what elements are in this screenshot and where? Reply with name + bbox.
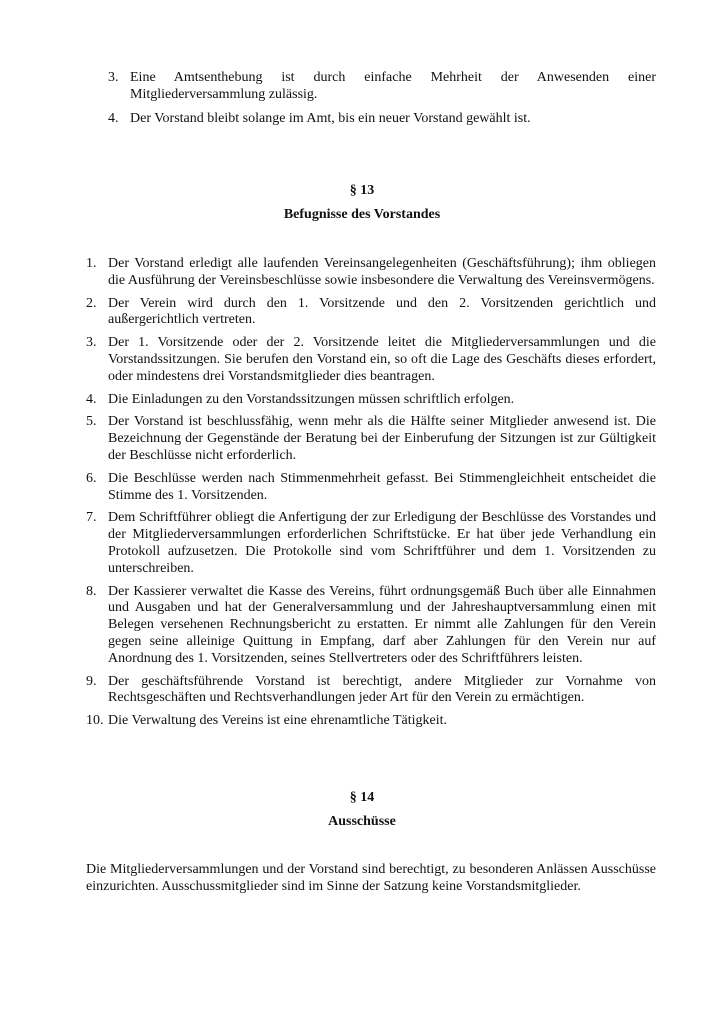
list-item-number: 7. [86,510,97,526]
list-item-text: Der 1. Vorsitzende oder der 2. Vorsitzende leitet die Mitgliederversammlungen und die Vorstandssitzungen. Sie berufen den Vorstand ein, so oft die Lage des Geschäfts dieses erfordert, oder mindestens drei Vorstandsmitglieder dies beantragen. [108,335,656,384]
list-item-text: Der Vorstand erledigt alle laufenden Vereinsangelegenheiten (Geschäftsführung); ihm obliegen die Ausführung der Vereinsbeschlüsse sowie insbesondere die Verwaltung des Vereinsvermögens. [108,256,656,288]
list-item [86,713,656,730]
section-14-title: Ausschüsse [328,814,396,829]
list-item [86,510,656,577]
section-14-number: § 14 [349,790,375,805]
list-item [86,296,656,330]
list-item-number: 10. [86,713,104,729]
list-item-text: Der geschäftsführende Vorstand ist berechtigt, andere Mitglieder zur Vornahme von Rechtsgeschäften und Rechtsverhandlungen jeder Art für den Verein zu ermächtigen. [108,673,656,706]
list-item-number: 9. [86,673,97,689]
list-item [86,256,656,290]
list-item-number: 4. [86,391,97,407]
list-item-number: 4. [108,110,119,126]
list-item-text: Die Einladungen zu den Vorstandssitzungen müssen schriftlich erfolgen. [108,391,515,407]
list-item-number: 1. [86,256,97,271]
list-item [86,471,656,505]
list-item-text: Die Verwaltung des Vereins ist eine ehrenamtliche Tätigkeit. [108,713,448,729]
list-item [86,392,656,409]
list-item-text: Der Verein wird durch den 1. Vorsitzende und den 2. Vorsitzenden gerichtlich und außergerichtlich vertreten. [108,295,656,328]
list-item-number: 6. [86,470,97,486]
list-item-text: Eine Amtsenthebung ist durch einfache Mehrheit der Anwesenden einer Mitgliederversammlung zulässig. [130,70,656,102]
list-item-number: 8. [86,583,97,599]
list-item-number: 3. [108,70,119,85]
list-item-text: Der Vorstand bleibt solange im Amt, bis ein neuer Vorstand gewählt ist. [130,110,531,126]
continued-list [108,70,656,134]
section-13-number: § 13 [349,183,375,198]
list-item [108,70,656,104]
list-item [86,414,656,464]
list-item-text: Dem Schriftführer obliegt die Anfertigung der zur Erledigung der Beschlüsse des Vorstandes und der Mitgliederversammlungen erforderlichen Schriftstücke. Er hat über jede Verhandlung ein Protokoll aufzusetzen. Die Protokolle sind vom Schriftführer und dem 1. Vorsitzenden zu unterschreiben. [108,510,656,576]
list-item [86,584,656,668]
list-item [108,111,656,128]
list-item-number: 2. [86,295,97,311]
list-item [86,674,656,708]
section-13-list [86,256,656,736]
section-13-title: Befugnisse des Vorstandes [283,207,441,222]
list-item [86,335,656,385]
list-item-number: 5. [86,414,97,430]
list-item-text: Der Kassierer verwaltet die Kasse des Vereins, führt ordnungsgemäß Buch über alle Einnahmen und Ausgaben und hat der Generalversammlung und der Jahreshauptversammlung einen mit Belegen versehenen Rechnungsbericht zu erstatten. Er nimmt alle Zahlungen für den Verein gegen seine alleinige Quittung in Empfang, darf aber Zahlungen für den Verein nur auf Anordnung des 1. Vorsitzenden, seines Stellvertreters oder des Schriftführers leisten. [108,583,656,666]
list-item-text: Der Vorstand ist beschlussfähig, wenn mehr als die Hälfte seiner Mitglieder anwesend ist. Die Bezeichnung der Gegenstände der Beratung bei der Einberufung der Sitzungen ist zur Gültigkeit der Beschlüsse nicht erforderlich. [108,414,656,463]
list-item-number: 3. [86,335,97,351]
list-item-text: Die Beschlüsse werden nach Stimmenmehrheit gefasst. Bei Stimmengleichheit entscheidet die Stimme des 1. Vorsitzenden. [108,470,656,503]
section-14-paragraph: Die Mitgliederversammlungen und der Vorstand sind berechtigt, zu besonderen Anlässen Ausschüsse einzurichten. Ausschussmitglieder sind im Sinne der Satzung keine Vorstandsmitglieder. [86,862,656,894]
